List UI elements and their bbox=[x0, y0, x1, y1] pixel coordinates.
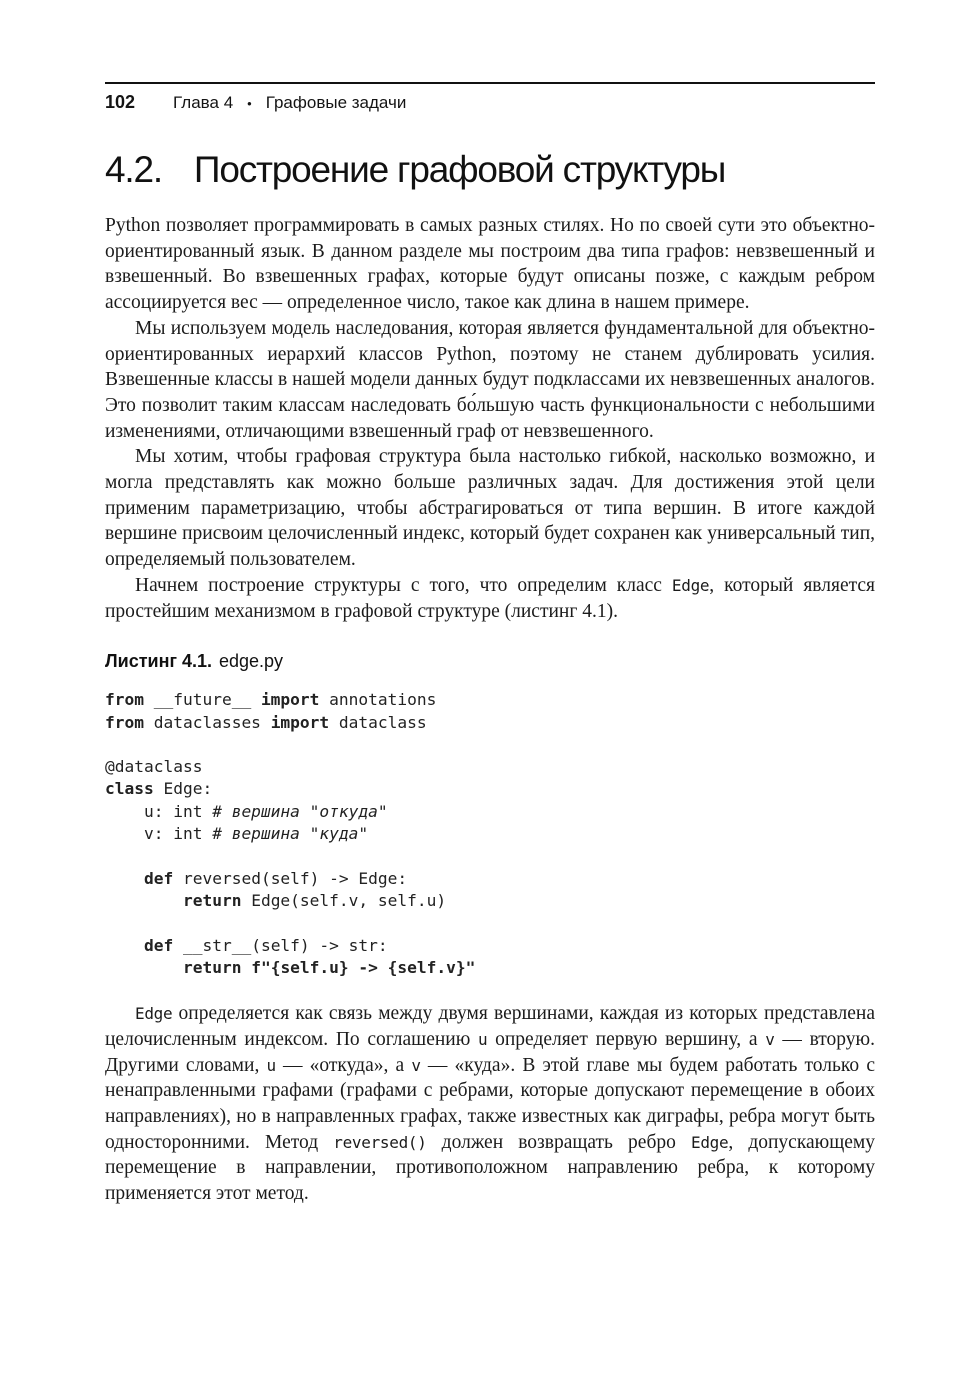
paragraph bbox=[105, 1001, 875, 1207]
text-segment: определяет первую вершину, а bbox=[487, 1028, 766, 1050]
listing-label: Листинг 4.1. bbox=[105, 651, 212, 672]
code-text bbox=[105, 958, 183, 977]
code-line bbox=[105, 890, 875, 912]
text-segment: , допускающему перемещение в направлении, противоположном направлению ребра, к которому применяется этот метод. bbox=[105, 1131, 875, 1205]
text-segment: — «откуда», а bbox=[275, 1054, 412, 1076]
inline-code: Edge bbox=[691, 1132, 729, 1152]
code-line bbox=[105, 912, 875, 934]
inline-code: u bbox=[266, 1055, 276, 1075]
code-line bbox=[105, 845, 875, 867]
inline-code: v bbox=[411, 1055, 421, 1075]
section-heading bbox=[105, 149, 875, 191]
text-segment: Python позволяет программировать в самых разных стилях. Но по своей сути это объектно-ориентированный язык. В данном разделе мы построим два типа графов: невзвешенный и взвешенный. Во взвешенных графах, которые будут описаны позже, с каждым ребром ассоциируется вес — определенное число, такое как длина в нашем примере. bbox=[105, 215, 875, 314]
code-text: reversed(self) -> Edge: bbox=[173, 868, 408, 888]
code-line bbox=[105, 756, 875, 778]
code-text: annotations bbox=[319, 690, 437, 710]
paragraph bbox=[105, 316, 875, 445]
code-text: dataclasses bbox=[143, 712, 271, 732]
text-segment: — вторую. Другими словами, bbox=[105, 1028, 875, 1076]
listing-filename: edge.py bbox=[218, 651, 284, 672]
code-text: __future__ bbox=[143, 690, 261, 710]
text-segment: Мы хотим, чтобы графовая структура была настолько гибкой, насколько возможно, и могла представлять как можно больше различных задач. Для достижения этой цели применим параметризацию, чтобы абстрагироваться от типа вершин. В итоге каждой вершине присвоим целочисленный индекс, который будет сохранен как универсальный тип, определяемый пользователем. bbox=[105, 446, 875, 571]
code-keyword: return bbox=[182, 957, 242, 977]
intro-paragraphs bbox=[105, 213, 875, 624]
paragraph bbox=[105, 573, 875, 624]
code-line bbox=[105, 801, 875, 823]
inline-code: Edge bbox=[671, 575, 710, 595]
code-text: dataclass bbox=[329, 712, 427, 732]
code-text bbox=[241, 958, 251, 977]
code-text: u: int bbox=[105, 801, 213, 821]
code-text bbox=[105, 891, 183, 910]
text-segment: — «куда». В этой главе мы будем работать только с ненаправленными графами (графами с ребрами, которые допускают перемещение в обоих направлениях), но в направленных графах, также известных как диграфы, ребра могут быть односторонними. Метод bbox=[105, 1054, 875, 1153]
text-segment: , который является простейшим механизмом в графовой структуре (листинг 4.1). bbox=[105, 574, 875, 622]
chapter-title: Графовые задачи bbox=[265, 93, 407, 112]
page-body bbox=[105, 213, 875, 1207]
text-segment: определяется как связь между двумя вершинами, каждая из которых представлена целочисленным индексом. По соглашению bbox=[105, 1003, 875, 1050]
code-keyword: class bbox=[105, 779, 154, 799]
code-line bbox=[105, 957, 875, 979]
page-header bbox=[105, 82, 875, 113]
page-number: 102 bbox=[105, 92, 136, 112]
code-keyword: import bbox=[270, 712, 330, 732]
code-fstring: f"{self.u} -> {self.v}" bbox=[251, 957, 476, 977]
code-text: v: int bbox=[105, 824, 213, 844]
code-keyword: from bbox=[105, 712, 144, 732]
code-line bbox=[105, 712, 875, 734]
code-comment: # вершина "откуда" bbox=[212, 801, 388, 821]
code-text bbox=[105, 869, 144, 888]
code-text bbox=[105, 936, 144, 955]
text-segment: должен возвращать ребро bbox=[426, 1131, 691, 1153]
listing-caption bbox=[105, 651, 875, 672]
code-keyword: import bbox=[260, 690, 320, 710]
code-text: Edge(self.v, self.u) bbox=[241, 890, 447, 910]
inline-code: u bbox=[478, 1029, 488, 1049]
after-paragraphs bbox=[105, 1001, 875, 1207]
inline-code: reversed() bbox=[333, 1132, 427, 1152]
code-line bbox=[105, 823, 875, 845]
code-keyword: def bbox=[143, 935, 174, 955]
code-keyword: def bbox=[143, 868, 174, 888]
chapter-label: Глава 4 bbox=[173, 93, 234, 112]
code-keyword: return bbox=[182, 890, 242, 910]
code-line bbox=[105, 868, 875, 890]
paragraph bbox=[105, 444, 875, 573]
code-text: Edge: bbox=[153, 779, 213, 799]
code-block bbox=[105, 689, 875, 979]
bullet-separator-icon: • bbox=[247, 96, 252, 111]
inline-code: v bbox=[765, 1029, 775, 1049]
code-text: __str__(self) -> str: bbox=[173, 935, 388, 955]
text-segment: Мы используем модель наследования, которая является фундаментальной для объектно-ориентированных иерархий классов Python, поэтому не станем дублировать усилия. Взвешенные классы в нашей модели данных будут подклассами их невзвешенных аналогов. Это позволит таким классам наследовать бо́льшую часть функциональности с небольшими изменениями, отличающими взвешенный граф от невзвешенного. bbox=[105, 317, 875, 442]
inline-code: Edge bbox=[135, 1004, 173, 1024]
code-keyword: from bbox=[105, 690, 144, 710]
code-line bbox=[105, 935, 875, 957]
code-listing bbox=[105, 651, 875, 979]
code-line bbox=[105, 689, 875, 711]
code-text: @dataclass bbox=[105, 757, 203, 777]
code-line bbox=[105, 778, 875, 800]
section-title: Построение графовой структуры bbox=[193, 149, 726, 190]
text-segment: Начнем построение структуры с того, что определим класс bbox=[135, 574, 672, 596]
section-number: 4.2. bbox=[105, 149, 162, 190]
code-comment: # вершина "куда" bbox=[212, 824, 369, 844]
paragraph bbox=[105, 213, 875, 316]
code-line bbox=[105, 734, 875, 756]
